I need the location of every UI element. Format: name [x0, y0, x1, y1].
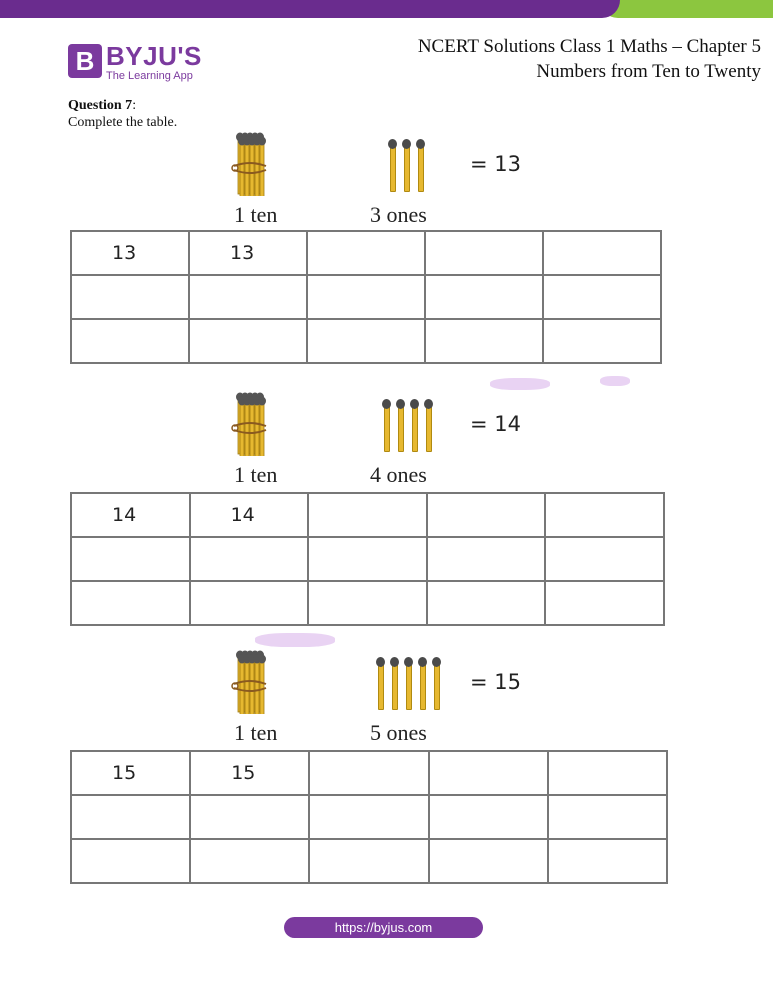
question-text: Complete the table.	[68, 115, 178, 130]
matchstick-icon	[418, 144, 424, 192]
table-cell	[190, 537, 309, 581]
table-cell	[71, 795, 190, 839]
table-cell	[425, 231, 543, 275]
header-subtitle: Numbers from Ten to Twenty	[536, 61, 761, 82]
table-cell	[190, 581, 309, 625]
table-cell: 14	[190, 493, 309, 537]
matchstick-icon	[392, 662, 398, 710]
table-cell	[429, 839, 548, 883]
matchstick-icon	[412, 404, 418, 452]
logo-tagline: The Learning App	[106, 70, 193, 82]
decorative-smudge	[490, 378, 550, 390]
question-label: Question 7:	[68, 98, 137, 113]
table-cell	[548, 795, 667, 839]
equation: = 14	[470, 412, 521, 436]
table-cell	[190, 839, 309, 883]
matchstick-icon	[434, 662, 440, 710]
table-cell	[309, 795, 428, 839]
tens-label: 1 ten	[234, 462, 278, 487]
ten-bundle-icon	[230, 390, 270, 461]
table-cell	[309, 751, 428, 795]
ones-sticks	[378, 662, 440, 710]
table-row	[71, 795, 667, 839]
table-row	[71, 275, 661, 319]
table-cell	[190, 795, 309, 839]
table-cell	[425, 319, 543, 363]
footer-url-link[interactable]: https://byjus.com	[284, 917, 483, 938]
table-cell	[548, 839, 667, 883]
table-cell	[308, 537, 427, 581]
answer-table	[70, 230, 662, 364]
ones-sticks	[390, 144, 424, 192]
table-cell	[309, 839, 428, 883]
ones-label: 5 ones	[370, 720, 427, 745]
decorative-smudge	[255, 633, 335, 647]
byjus-logo	[68, 41, 202, 82]
table-cell: 13	[189, 231, 307, 275]
table-row	[71, 537, 664, 581]
page-header	[418, 34, 761, 84]
table-row	[71, 581, 664, 625]
table-cell	[543, 319, 661, 363]
ones-label: 4 ones	[370, 462, 427, 487]
logo-mark: B	[68, 44, 102, 78]
table-row	[71, 493, 664, 537]
table-row	[71, 751, 667, 795]
table-cell: 14	[71, 493, 190, 537]
table-cell	[543, 275, 661, 319]
table-cell	[543, 231, 661, 275]
matchstick-icon	[384, 404, 390, 452]
table-cell	[308, 493, 427, 537]
matchstick-icon	[390, 144, 396, 192]
table-cell	[427, 581, 546, 625]
matchstick-icon	[406, 662, 412, 710]
table-cell: 13	[71, 231, 189, 275]
matchstick-icon	[404, 144, 410, 192]
table-cell	[71, 537, 190, 581]
tens-label: 1 ten	[234, 720, 278, 745]
top-banner	[0, 0, 773, 22]
ten-bundle-icon	[230, 648, 270, 719]
answer-table	[70, 492, 665, 626]
matchstick-icon	[398, 404, 404, 452]
table-cell	[425, 275, 543, 319]
table-cell	[545, 581, 664, 625]
ones-label: 3 ones	[370, 202, 427, 227]
matchstick-icon	[426, 404, 432, 452]
table-cell	[427, 537, 546, 581]
table-row	[71, 231, 661, 275]
table-row	[71, 319, 661, 363]
ten-bundle-icon	[230, 130, 270, 201]
table-cell	[307, 231, 425, 275]
table-cell	[427, 493, 546, 537]
table-cell	[429, 795, 548, 839]
tens-label: 1 ten	[234, 202, 278, 227]
matchstick-icon	[420, 662, 426, 710]
table-cell	[308, 581, 427, 625]
equation: = 15	[470, 670, 521, 694]
table-cell	[71, 275, 189, 319]
answer-table	[70, 750, 668, 884]
header-title: NCERT Solutions Class 1 Maths – Chapter 5	[417, 36, 761, 57]
decorative-smudge	[600, 376, 630, 386]
table-cell	[429, 751, 548, 795]
logo-name: BYJU'S	[106, 41, 202, 71]
table-cell	[307, 319, 425, 363]
table-cell	[189, 275, 307, 319]
table-cell: 15	[71, 751, 190, 795]
table-cell	[71, 581, 190, 625]
table-cell	[71, 839, 190, 883]
table-cell	[545, 537, 664, 581]
matchstick-icon	[378, 662, 384, 710]
table-cell	[71, 319, 189, 363]
table-cell	[545, 493, 664, 537]
ones-sticks	[384, 404, 432, 452]
table-cell	[548, 751, 667, 795]
equation: = 13	[470, 152, 521, 176]
table-cell	[307, 275, 425, 319]
table-cell	[189, 319, 307, 363]
table-cell: 15	[190, 751, 309, 795]
table-row	[71, 839, 667, 883]
